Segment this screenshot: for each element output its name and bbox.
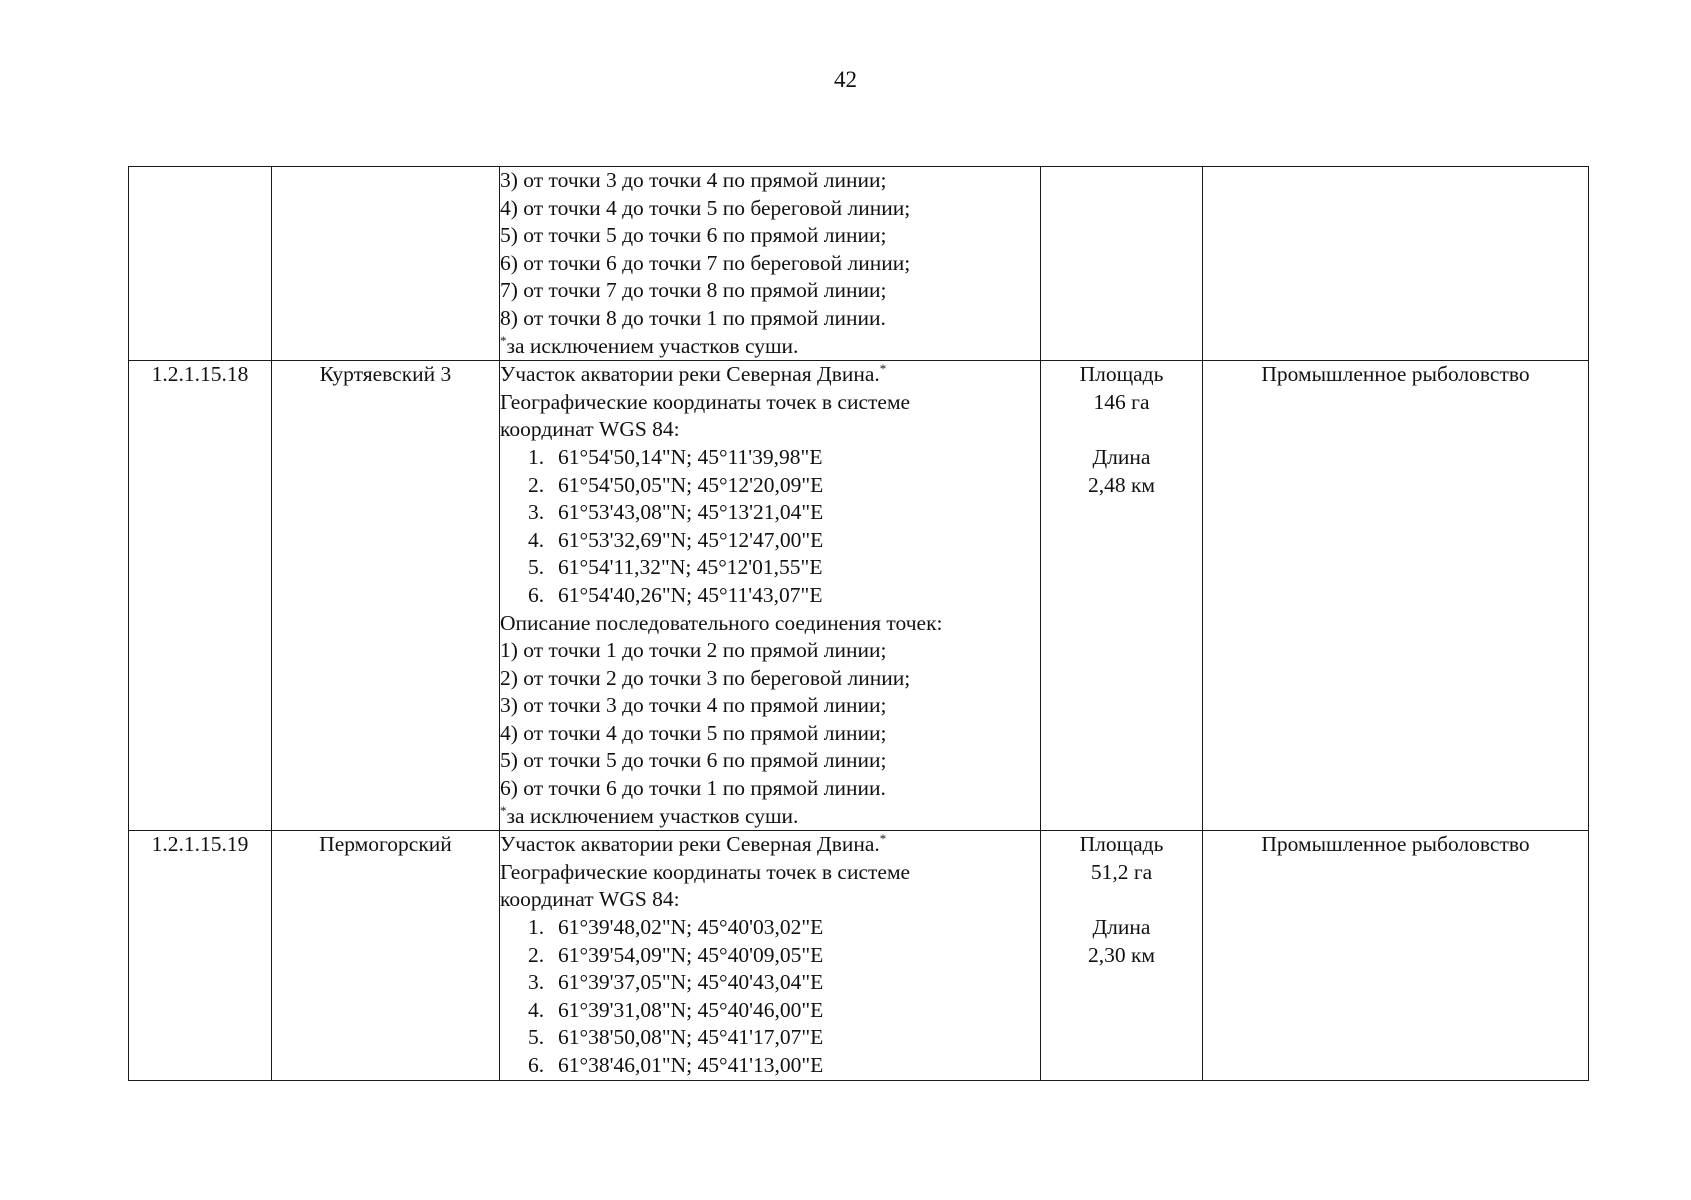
- length-label: Длина: [1092, 444, 1151, 469]
- area-label: Площадь: [1079, 832, 1164, 857]
- intro-line: координат WGS 84:: [500, 417, 680, 442]
- coordinate-line: 5. 61°54'11,32"N; 45°12'01,55"E: [528, 555, 823, 580]
- coordinate-line: 4. 61°53'32,69"N; 45°12'47,00"E: [528, 527, 824, 552]
- area-description-cell: [500, 361, 1041, 831]
- intro-line: Участок акватории реки Северная Двина.*: [500, 831, 887, 857]
- connection-line: 6) от точки 6 до точки 7 по береговой линии;: [500, 250, 911, 275]
- usage-type-cell: Промышленное рыболовство: [1203, 831, 1589, 1080]
- coordinate-line: 3. 61°39'37,05"N; 45°40'43,04"E: [528, 970, 824, 995]
- intro-line: Географические координаты точек в системе: [500, 389, 911, 414]
- area-code-cell: 1.2.1.15.18: [129, 361, 272, 831]
- footnote-text: за исключением участков суши.: [506, 333, 799, 358]
- coordinate-line: 5. 61°38'50,08"N; 45°41'17,07"E: [528, 1025, 824, 1050]
- connection-line: 8) от точки 8 до точки 1 по прямой линии.: [500, 305, 886, 330]
- footnote-asterisk: *: [879, 831, 887, 847]
- usage-type-cell: [1203, 167, 1589, 361]
- coordinate-line: 2. 61°54'50,05"N; 45°12'20,09"E: [528, 472, 824, 497]
- page-number: 42: [834, 67, 857, 92]
- coordinate-line: 6. 61°38'46,01"N; 45°41'13,00"E: [528, 1053, 824, 1077]
- area-label: Площадь: [1079, 362, 1164, 387]
- footnote-text: за исключением участков суши.: [506, 803, 799, 828]
- area-size-cell: [1041, 167, 1203, 361]
- area-value: 146 га: [1093, 389, 1150, 414]
- coordinate-line: 1. 61°54'50,14"N; 45°11'39,98"E: [528, 444, 823, 469]
- area-code-cell: 1.2.1.15.19: [129, 831, 272, 1080]
- usage-type-cell: Промышленное рыболовство: [1203, 361, 1589, 831]
- table-row: [129, 361, 1589, 831]
- connection-header: Описание последовательного соединения точек:: [500, 610, 943, 635]
- connection-line: 3) от точки 3 до точки 4 по прямой линии;: [500, 168, 887, 192]
- length-label: Длина: [1092, 915, 1151, 940]
- coordinate-line: 4. 61°39'31,08"N; 45°40'46,00"E: [528, 997, 824, 1022]
- length-value: 2,30 км: [1087, 942, 1156, 967]
- connection-line: 5) от точки 5 до точки 6 по прямой линии;: [500, 223, 887, 248]
- footnote-line: [500, 333, 1040, 361]
- intro-line: Географические координаты точек в системе: [500, 859, 911, 884]
- connection-line: 6) от точки 6 до точки 1 по прямой линии.: [500, 776, 886, 801]
- footnote-asterisk: *: [500, 332, 507, 348]
- area-name-cell: Пермогорский: [272, 831, 500, 1080]
- footnote-asterisk: *: [879, 361, 887, 377]
- connection-line: 7) от точки 7 до точки 8 по прямой линии;: [500, 278, 887, 303]
- connection-line: 4) от точки 4 до точки 5 по прямой линии;: [500, 720, 887, 745]
- coordinate-line: 2. 61°39'54,09"N; 45°40'09,05"E: [528, 942, 824, 967]
- coordinate-line: 3. 61°53'43,08"N; 45°13'21,04"E: [528, 500, 824, 525]
- intro-line: координат WGS 84:: [500, 887, 680, 912]
- area-description-cell: [500, 167, 1041, 361]
- area-description-cell: [500, 831, 1041, 1080]
- connection-line: 4) от точки 4 до точки 5 по береговой линии;: [500, 195, 911, 220]
- connection-line: 3) от точки 3 до точки 4 по прямой линии;: [500, 693, 887, 718]
- footnote-line: [500, 803, 1040, 831]
- area-size-cell: [1041, 361, 1203, 831]
- connection-line: 5) от точки 5 до точки 6 по прямой линии;: [500, 748, 887, 773]
- intro-line: Участок акватории реки Северная Двина.*: [500, 361, 887, 387]
- table-row: [129, 167, 1589, 361]
- coordinate-line: 6. 61°54'40,26"N; 45°11'43,07"E: [528, 582, 823, 607]
- table-row: [129, 831, 1589, 1080]
- length-value: 2,48 км: [1087, 472, 1156, 497]
- connection-line: 2) от точки 2 до точки 3 по береговой линии;: [500, 665, 911, 690]
- area-name-cell: [272, 167, 500, 361]
- area-name-cell: Куртяевский 3: [272, 361, 500, 831]
- area-value: 51,2 га: [1090, 859, 1153, 884]
- footnote-asterisk: *: [500, 802, 507, 818]
- area-code-cell: [129, 167, 272, 361]
- area-size-cell: [1041, 831, 1203, 1080]
- connection-line: 1) от точки 1 до точки 2 по прямой линии;: [500, 638, 887, 663]
- fishing-areas-table: [128, 166, 1589, 1081]
- coordinate-line: 1. 61°39'48,02"N; 45°40'03,02"E: [528, 915, 824, 940]
